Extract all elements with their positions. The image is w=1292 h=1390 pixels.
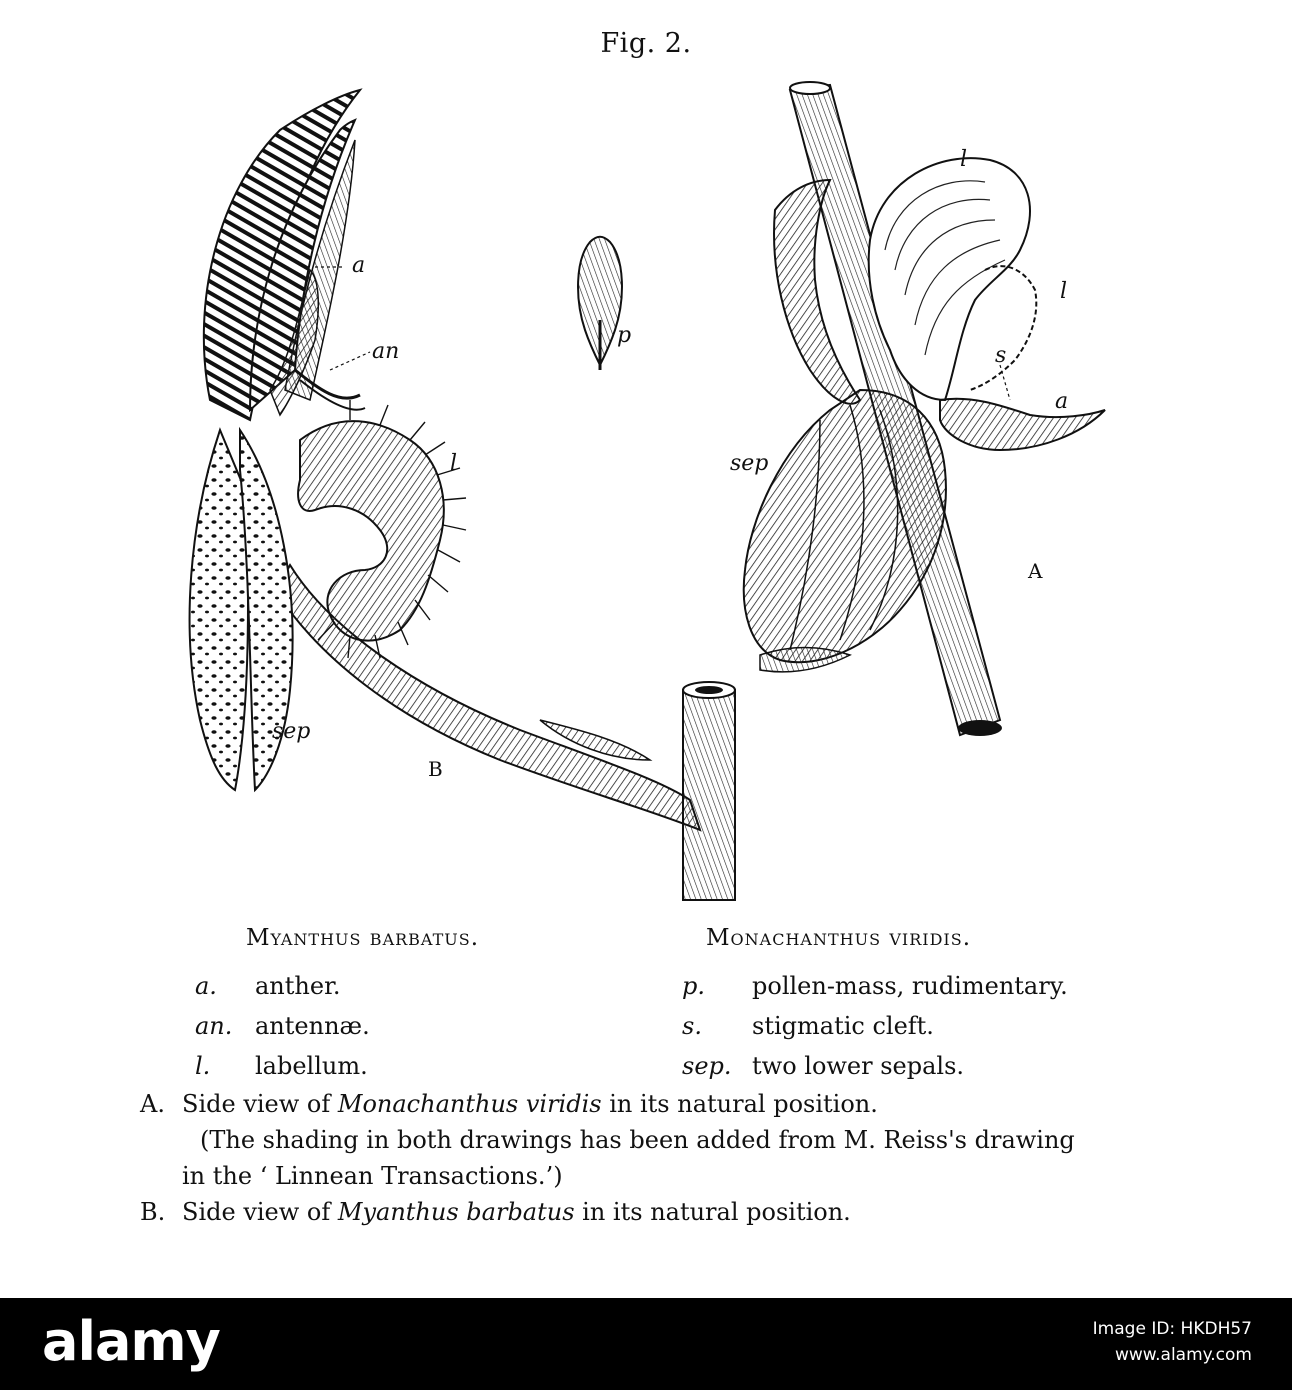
label-a-sepals: sep: [730, 451, 769, 476]
label-figure-a: A: [1028, 559, 1043, 583]
legend-text: pollen-mass, rudimentary.: [752, 972, 1068, 1000]
legend-abbr: s.: [682, 1012, 702, 1040]
figure-title: Fig. 2.: [600, 28, 692, 59]
legend-row: [682, 966, 1068, 1006]
description-b-species: Myanthus barbatus: [337, 1198, 575, 1226]
description-note-line-1: (The shading in both drawings has been added from M. Reiss's drawing: [200, 1126, 1075, 1154]
label-a-stigmatic-cleft: s: [995, 343, 1007, 368]
description-a-post: in its natural position.: [601, 1090, 878, 1118]
stock-image-info: [1093, 1316, 1252, 1368]
legend-text: anther.: [255, 972, 341, 1000]
species-heading-myanthus: Myanthus barbatus.: [246, 925, 480, 951]
description-note-line-2: in the ‘ Linnean Transactions.’): [182, 1162, 563, 1190]
description-key-a: A.: [140, 1090, 165, 1118]
label-pollen-mass: p: [617, 323, 632, 348]
legend-row: [682, 1046, 1068, 1086]
legend-abbr: a.: [195, 972, 217, 1000]
description-key-b: B.: [140, 1198, 166, 1226]
label-b-sepals: sep: [272, 719, 311, 744]
label-a-labellum-top: l: [960, 147, 968, 172]
label-figure-b: B: [428, 757, 443, 781]
description-b-pre: Side view of: [182, 1198, 338, 1226]
label-b-labellum: l: [450, 451, 458, 476]
legend-text: labellum.: [255, 1052, 368, 1080]
label-b-anther: a: [352, 253, 366, 278]
monachanthus-viridis-drawing: [730, 82, 1105, 736]
legend-abbr: l.: [195, 1052, 211, 1080]
legend-row: [195, 1046, 370, 1086]
label-b-antennae: an: [372, 339, 400, 364]
legend-myanthus: [195, 966, 370, 1086]
legend-abbr: sep.: [682, 1052, 732, 1080]
description-b-post: in its natural position.: [574, 1198, 851, 1226]
description-a-species: Monachanthus viridis: [337, 1090, 602, 1118]
description-a-pre: Side view of: [182, 1090, 338, 1118]
site-url: www.alamy.com: [1114, 1345, 1252, 1365]
legend-monachanthus: [682, 966, 1068, 1086]
description-line-a: [140, 1086, 1220, 1122]
label-a-anther: a: [1055, 389, 1069, 414]
legend-row: [195, 966, 370, 1006]
label-a-labellum-side: l: [1060, 279, 1068, 304]
myanthus-barbatus-drawing: [190, 90, 735, 900]
pollen-mass-drawing: [578, 237, 631, 370]
figure-description: [140, 1086, 1220, 1230]
legend-row: [195, 1006, 370, 1046]
botanical-illustration: [0, 70, 1292, 910]
legend-text: antennæ.: [255, 1012, 370, 1040]
species-heading-monachanthus: Monachanthus viridis.: [706, 925, 972, 951]
description-line-b: [140, 1194, 1220, 1230]
legend-abbr: an.: [195, 1012, 233, 1040]
alamy-logo: alamy: [42, 1310, 220, 1373]
image-id: Image ID: HKDH57: [1092, 1319, 1252, 1339]
legend-text: stigmatic cleft.: [752, 1012, 934, 1040]
illustration-svg: [0, 70, 1292, 910]
legend-row: [682, 1006, 1068, 1046]
legend-abbr: p.: [682, 972, 705, 1000]
legend-text: two lower sepals.: [752, 1052, 965, 1080]
watermark-footer: [0, 1298, 1292, 1390]
